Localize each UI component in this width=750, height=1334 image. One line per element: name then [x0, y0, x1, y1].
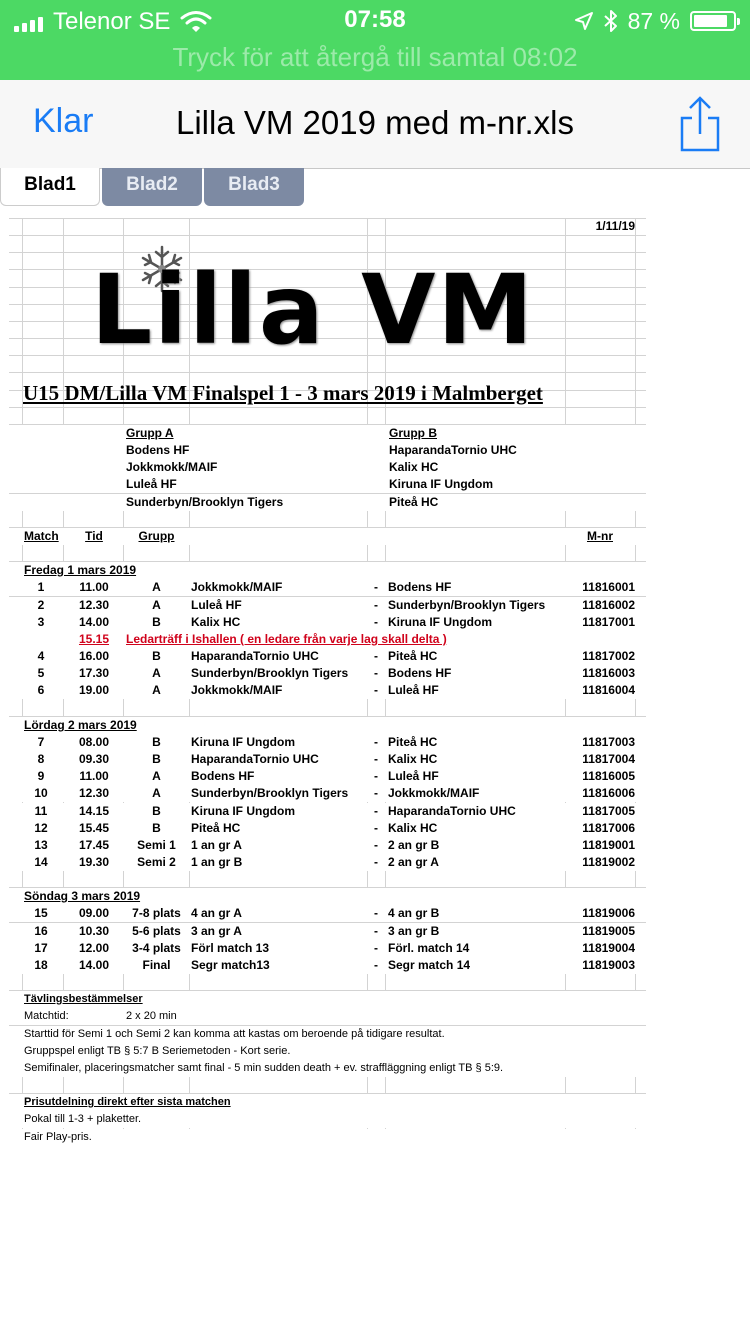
match-number: 12 — [34, 821, 48, 835]
group-a-title: Grupp A — [126, 426, 174, 440]
col-header-tid: Tid — [85, 529, 103, 543]
table-row — [9, 768, 646, 785]
match-group: A — [152, 786, 161, 800]
col-header-mnr: M-nr — [587, 529, 613, 543]
event-text: Ledarträff i Ishallen ( en ledare från varje lag skall delta ) — [126, 632, 447, 646]
table-row — [9, 751, 646, 768]
home-team: 1 an gr B — [191, 855, 243, 869]
match-number: 5 — [37, 666, 45, 680]
table-row — [9, 682, 646, 699]
away-team: Piteå HC — [388, 735, 438, 749]
match-id: 11819006 — [582, 906, 635, 920]
group-a-team: Sunderbyn/Brooklyn Tigers — [126, 495, 284, 509]
away-team: Bodens HF — [388, 666, 452, 680]
match-group: B — [152, 752, 161, 766]
match-group: Semi 2 — [137, 855, 176, 869]
match-group: Semi 1 — [137, 838, 176, 852]
location-icon — [574, 11, 594, 31]
tab-blad2[interactable]: Blad2 — [102, 168, 202, 206]
match-number: 7 — [37, 735, 45, 749]
home-team: Kalix HC — [191, 615, 241, 629]
vs-dash: - — [374, 769, 378, 783]
match-number: 11 — [34, 804, 48, 818]
vs-dash: - — [374, 649, 378, 663]
group-b-team: Piteå HC — [389, 495, 439, 509]
clock: 07:58 — [344, 6, 406, 33]
col-header-grupp: Grupp — [138, 529, 175, 543]
match-time: 10.30 — [78, 924, 110, 938]
match-time: 16.00 — [78, 649, 110, 663]
away-team: 2 an gr B — [388, 838, 440, 852]
match-id: 11817006 — [582, 821, 635, 835]
day-label: Söndag 3 mars 2019 — [24, 889, 141, 903]
match-time: 12.30 — [78, 598, 110, 612]
away-team: Luleå HF — [388, 769, 439, 783]
sheet-headline: U15 DM/Lilla VM Finalspel 1 - 3 mars 2019 i Malmberget — [23, 381, 543, 405]
table-row — [9, 923, 646, 940]
match-id: 11816005 — [582, 769, 635, 783]
vs-dash: - — [374, 906, 378, 920]
home-team: Luleå HF — [191, 598, 242, 612]
away-team: Kalix HC — [388, 752, 438, 766]
prize-row — [9, 1111, 646, 1128]
match-group: B — [152, 615, 161, 629]
match-time: 08.00 — [78, 735, 110, 749]
spreadsheet — [9, 218, 646, 1146]
home-team: Piteå HC — [191, 821, 241, 835]
match-group: B — [152, 821, 161, 835]
match-time: 14.00 — [78, 615, 110, 629]
rule-row — [9, 1043, 646, 1060]
battery-icon — [690, 11, 736, 31]
match-id: 11816001 — [582, 580, 635, 594]
away-team: 4 an gr B — [388, 906, 440, 920]
match-group: A — [152, 598, 161, 612]
group-a-team: Jokkmokk/MAIF — [126, 460, 218, 474]
rule-text: Gruppspel enligt TB § 5:7 B Seriemetoden - Kort serie. — [24, 1045, 291, 1057]
document-title: Lilla VM 2019 med m-nr.xls — [176, 104, 574, 141]
away-team: 3 an gr B — [388, 924, 440, 938]
group-header-row — [9, 425, 646, 442]
table-row — [9, 854, 646, 871]
away-team: Piteå HC — [388, 649, 438, 663]
match-number: 4 — [37, 649, 45, 663]
table-row — [9, 905, 646, 922]
group-team-row — [9, 476, 646, 493]
rules-title: Tävlingsbestämmelser — [24, 993, 143, 1005]
match-id: 11816006 — [582, 786, 635, 800]
match-id: 11817005 — [582, 804, 635, 818]
match-id: 11819004 — [582, 941, 635, 955]
match-id: 11816004 — [582, 683, 635, 697]
match-number: 16 — [34, 924, 48, 938]
vs-dash: - — [374, 615, 378, 629]
prize-title-row — [9, 1094, 646, 1111]
table-row — [9, 648, 646, 665]
home-team: Segr match13 — [191, 958, 270, 972]
call-banner[interactable]: Tryck för att återgå till samtal 08:02 — [172, 42, 578, 72]
col-header-match: Match — [24, 529, 59, 543]
home-team: Kiruna IF Ungdom — [191, 804, 295, 818]
match-time: 09.00 — [78, 906, 110, 920]
match-number: 9 — [37, 769, 45, 783]
match-group: A — [152, 769, 161, 783]
away-team: 2 an gr A — [388, 855, 439, 869]
match-id: 11819002 — [582, 855, 635, 869]
share-icon[interactable] — [678, 96, 722, 152]
done-button[interactable]: Klar — [33, 102, 94, 140]
match-number: 3 — [37, 615, 45, 629]
tab-blad3[interactable]: Blad3 — [204, 168, 304, 206]
battery-percent: 87 % — [627, 7, 680, 34]
table-row — [9, 614, 646, 631]
match-number: 10 — [34, 786, 48, 800]
match-time: 12.00 — [78, 941, 110, 955]
day-header-row — [9, 562, 646, 579]
group-team-row — [9, 442, 646, 459]
match-group: B — [152, 804, 161, 818]
rule-text: Semifinaler, placeringsmatcher samt final - 5 min sudden death + ev. straffläggning enligt TB § 5:9. — [24, 1062, 504, 1074]
match-time: 12.30 — [78, 786, 110, 800]
group-b-title: Grupp B — [389, 426, 437, 440]
away-team: Kalix HC — [388, 821, 438, 835]
away-team: Sunderbyn/Brooklyn Tigers — [388, 598, 546, 612]
home-team: Sunderbyn/Brooklyn Tigers — [191, 666, 349, 680]
tab-blad1[interactable]: Blad1 — [0, 168, 100, 206]
vs-dash: - — [374, 855, 378, 869]
vs-dash: - — [374, 838, 378, 852]
day-label: Lördag 2 mars 2019 — [24, 718, 137, 732]
table-row — [9, 957, 646, 974]
match-id: 11816002 — [582, 598, 635, 612]
table-row — [9, 803, 646, 820]
match-group: B — [152, 649, 161, 663]
match-number: 6 — [37, 683, 45, 697]
match-number: 18 — [34, 958, 48, 972]
status-right — [574, 6, 736, 36]
matchtid-row — [9, 1008, 646, 1025]
status-bar — [0, 0, 750, 80]
match-time: 11.00 — [79, 769, 109, 783]
prize-row — [9, 1129, 646, 1146]
match-time: 14.00 — [78, 958, 110, 972]
prize-title: Prisutdelning direkt efter sista matchen — [24, 1096, 231, 1108]
home-team: Sunderbyn/Brooklyn Tigers — [191, 786, 349, 800]
table-row — [9, 734, 646, 751]
rules-title-row — [9, 991, 646, 1008]
rule-row — [9, 1060, 646, 1077]
away-team: Jokkmokk/MAIF — [388, 786, 480, 800]
table-row — [9, 579, 646, 596]
sheet-tabs — [0, 168, 750, 210]
away-team: HaparandaTornio UHC — [388, 804, 516, 818]
home-team: HaparandaTornio UHC — [191, 649, 319, 663]
nav-bar — [0, 80, 750, 169]
column-header-row — [9, 528, 646, 545]
bluetooth-icon — [604, 9, 618, 33]
table-row — [9, 837, 646, 854]
match-group: A — [152, 683, 161, 697]
match-number: 17 — [34, 941, 48, 955]
group-team-row — [9, 494, 646, 511]
vs-dash: - — [374, 958, 378, 972]
match-number: 1 — [37, 580, 45, 594]
vs-dash: - — [374, 804, 378, 818]
match-id: 11817002 — [582, 649, 635, 663]
day-header-row — [9, 717, 646, 734]
vs-dash: - — [374, 786, 378, 800]
match-group: 5-6 plats — [132, 924, 181, 938]
home-team: Kiruna IF Ungdom — [191, 735, 295, 749]
match-id: 11817001 — [582, 615, 635, 629]
match-group: 7-8 plats — [132, 906, 181, 920]
match-id: 11819001 — [582, 838, 635, 852]
vs-dash: - — [374, 598, 378, 612]
group-a-team: Luleå HF — [126, 477, 177, 491]
group-a-team: Bodens HF — [126, 443, 190, 457]
match-time: 11.00 — [79, 580, 109, 594]
match-id: 11819003 — [582, 958, 635, 972]
away-team: Kiruna IF Ungdom — [388, 615, 492, 629]
vs-dash: - — [374, 941, 378, 955]
home-team: Jokkmokk/MAIF — [191, 580, 283, 594]
table-row — [9, 597, 646, 614]
match-number: 15 — [34, 906, 48, 920]
sheet-date: 1/11/19 — [595, 219, 635, 233]
rule-text: Starttid för Semi 1 och Semi 2 kan komma att kastas om beroende på tidigare resultat. — [24, 1028, 445, 1040]
match-time: 14.15 — [78, 804, 110, 818]
prize-text: Fair Play-pris. — [24, 1131, 92, 1143]
group-team-row — [9, 459, 646, 476]
match-time: 17.30 — [78, 666, 110, 680]
away-team: Förl. match 14 — [388, 941, 470, 955]
match-id: 11817004 — [582, 752, 635, 766]
vs-dash: - — [374, 924, 378, 938]
table-row — [9, 940, 646, 957]
match-group: A — [152, 666, 161, 680]
group-b-team: Kiruna IF Ungdom — [389, 477, 493, 491]
vs-dash: - — [374, 580, 378, 594]
carrier-name: Telenor SE — [53, 8, 171, 35]
match-time: 09.30 — [78, 752, 110, 766]
match-time: 15.45 — [78, 821, 110, 835]
away-team: Luleå HF — [388, 683, 439, 697]
home-team: 4 an gr A — [191, 906, 242, 920]
prize-text: Pokal till 1-3 + plaketter. — [24, 1113, 142, 1125]
match-number: 14 — [34, 855, 48, 869]
match-id: 11816003 — [582, 666, 635, 680]
matchtid-label: Matchtid: — [24, 1010, 69, 1022]
group-b-team: HaparandaTornio UHC — [389, 443, 517, 457]
home-team: 1 an gr A — [191, 838, 242, 852]
table-row — [9, 820, 646, 837]
match-id: 11817003 — [582, 735, 635, 749]
match-group: A — [152, 580, 161, 594]
match-id: 11819005 — [582, 924, 635, 938]
home-team: 3 an gr A — [191, 924, 242, 938]
special-event-row — [9, 631, 646, 648]
match-number: 8 — [37, 752, 45, 766]
home-team: Bodens HF — [191, 769, 255, 783]
vs-dash: - — [374, 683, 378, 697]
match-time: 19.30 — [78, 855, 110, 869]
match-group: 3-4 plats — [132, 941, 181, 955]
vs-dash: - — [374, 735, 378, 749]
match-time: 17.45 — [78, 838, 110, 852]
table-row — [9, 785, 646, 802]
away-team: Bodens HF — [388, 580, 452, 594]
matchtid-value: 2 x 20 min — [126, 1010, 177, 1022]
day-header-row — [9, 888, 646, 905]
rule-row — [9, 1026, 646, 1043]
match-number: 2 — [37, 598, 45, 612]
away-team: Segr match 14 — [388, 958, 471, 972]
match-group: Final — [142, 958, 171, 972]
home-team: Jokkmokk/MAIF — [191, 683, 283, 697]
home-team: HaparandaTornio UHC — [191, 752, 319, 766]
event-time: 15.15 — [78, 632, 110, 646]
vs-dash: - — [374, 666, 378, 680]
vs-dash: - — [374, 821, 378, 835]
match-number: 13 — [34, 838, 48, 852]
table-row — [9, 665, 646, 682]
vs-dash: - — [374, 752, 378, 766]
logo-text: Lilla VM — [91, 254, 535, 366]
group-b-team: Kalix HC — [389, 460, 439, 474]
home-team: Förl match 13 — [191, 941, 270, 955]
day-label: Fredag 1 mars 2019 — [24, 563, 137, 577]
match-time: 19.00 — [78, 683, 110, 697]
match-group: B — [152, 735, 161, 749]
